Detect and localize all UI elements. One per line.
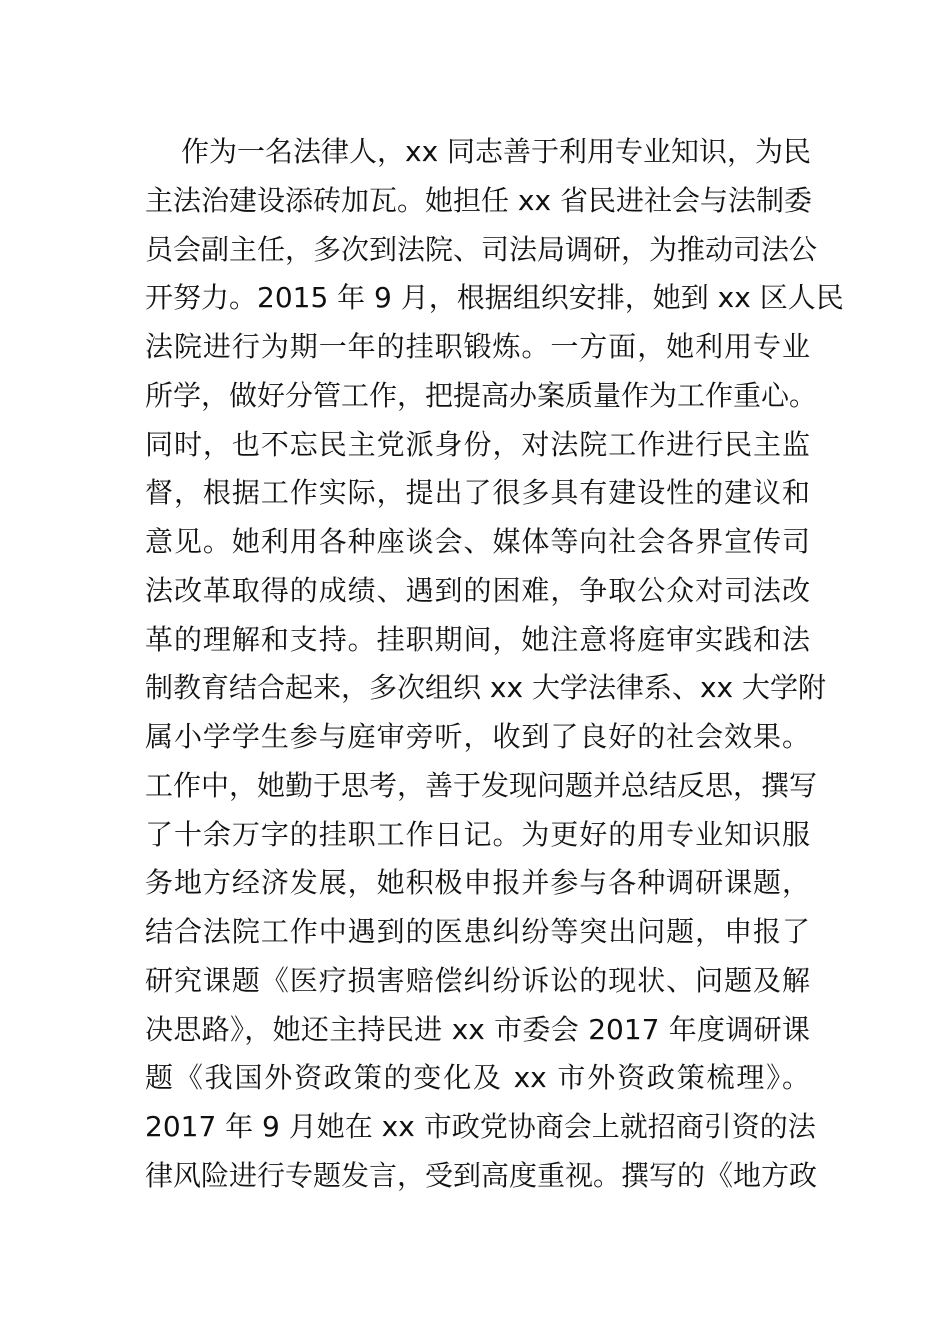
paragraph-line: 决思路》，她还主持民进 xx 市委会 2017 年度调研课 — [145, 1012, 810, 1046]
paragraph-line: 同时，也不忘民主党派身份，对法院工作进行民主监 — [145, 427, 810, 461]
paragraph-line: 属小学学生参与庭审旁听，收到了良好的社会效果。 — [145, 720, 810, 753]
paragraph-line: 律风险进行专题发言，受到高度重视。撰写的《地方政 — [145, 1158, 818, 1192]
paragraph-line: 意见。她利用各种座谈会、媒体等向社会各界宣传司 — [145, 525, 810, 558]
paragraph-line: 工作中，她勤于思考，善于发现问题并总结反思，撰写 — [145, 768, 818, 802]
paragraph-line: 结合法院工作中遇到的医患纠纷等突出问题，申报了 — [145, 915, 810, 948]
paragraph-line: 督，根据工作实际，提出了很多具有建设性的建议和 — [145, 476, 810, 510]
paragraph-line: 员会副主任，多次到法院、司法局调研，为推动司法公 — [145, 232, 818, 266]
paragraph-line: 所学，做好分管工作，把提高办案质量作为工作重心。 — [145, 378, 818, 412]
paragraph-line: 主法治建设添砖加瓦。她担任 xx 省民进社会与法制委 — [145, 183, 812, 217]
paragraph-line: 作为一名法律人，xx 同志善于利用专业知识，为民 — [181, 135, 812, 168]
paragraph-line: 法改革取得的成绩、遇到的困难，争取公众对司法改 — [145, 573, 810, 607]
paragraph-line: 2017 年 9 月她在 xx 市政党协商会上就招商引资的法 — [145, 1110, 816, 1143]
paragraph-line: 题《我国外资政策的变化及 xx 市外资政策梳理》。 — [145, 1061, 810, 1095]
paragraph-line: 开努力。2015 年 9 月，根据组织安排，她到 xx 区人民 — [145, 281, 844, 315]
paragraph-line: 制教育结合起来，多次组织 xx 大学法律系、xx 大学附 — [145, 671, 826, 705]
paragraph-line: 研究课题《医疗损害赔偿纠纷诉讼的现状、问题及解 — [145, 963, 810, 997]
paragraph-line: 革的理解和支持。挂职期间，她注意将庭审实践和法 — [145, 622, 810, 656]
paragraph-line: 务地方经济发展，她积极申报并参与各种调研课题， — [145, 866, 810, 900]
paragraph-line: 法院进行为期一年的挂职锻炼。一方面，她利用专业 — [145, 330, 810, 363]
paragraph-line: 了十余万字的挂职工作日记。为更好的用专业知识服 — [145, 817, 810, 851]
body-paragraph — [145, 128, 844, 1201]
